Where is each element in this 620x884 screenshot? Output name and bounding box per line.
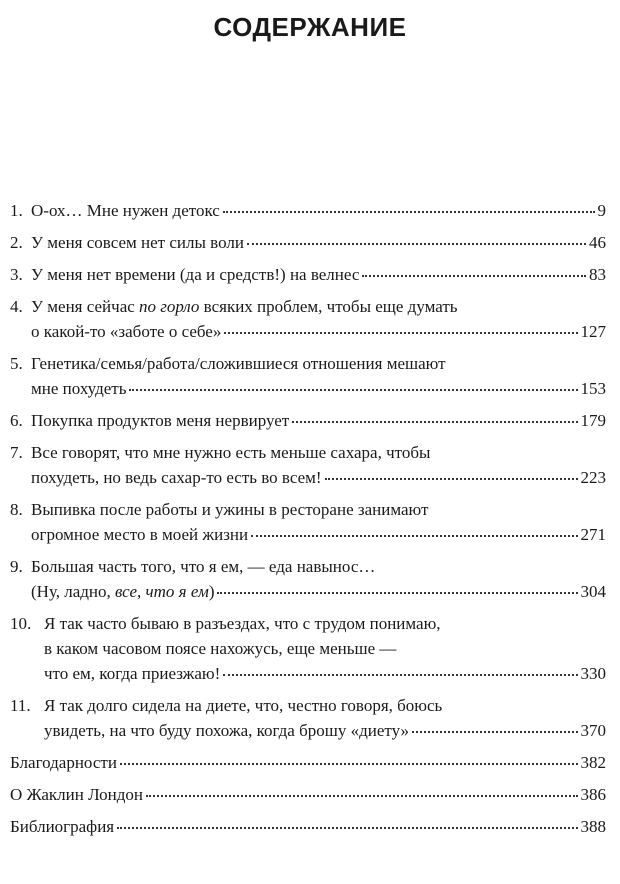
entry-number: 5. [10,354,23,373]
leader-dots [224,332,577,334]
entry-number: 10. [10,614,32,633]
page-number: 127 [580,322,606,341]
entry-title-line-2: увидеть, на что буду похожа, когда брошу «диету» [44,721,410,740]
page-number: 223 [580,468,606,487]
entry-number: 6. [10,411,23,430]
table-of-contents [10,198,606,846]
entry-title: Библиография [10,817,115,836]
page-number: 9 [597,201,606,220]
page-number: 330 [580,664,606,683]
entry-number: 9. [10,557,23,576]
leader-dots [223,211,595,213]
entry-number: 1. [10,201,23,220]
entry-title-line-1: Все говорят, что мне нужно есть меньше сахара, чтобы [31,443,431,462]
page-number: 370 [580,721,606,740]
toc-entry-8[interactable] [10,497,606,547]
leader-dots [129,389,577,391]
leader-dots [217,592,577,594]
entry-title: У меня нет времени (да и средств!) на велнес [31,265,360,284]
entry-title: О Жаклин Лондон [10,785,144,804]
toc-entry-9[interactable] [10,554,606,604]
page-number: 271 [580,525,606,544]
leader-dots [251,535,577,537]
entry-title-line-2: о какой-то «заботе о себе» [31,322,222,341]
page-number: 386 [580,785,606,804]
leader-dots [362,275,586,277]
entry-title-line-1: Я так часто бываю в разъездах, что с трудом понимаю, [44,614,441,633]
toc-entry-11[interactable] [10,693,606,743]
entry-number: 3. [10,265,23,284]
entry-title: О-ох… Мне нужен детокс [31,201,220,220]
entry-title-line-1: У меня сейчас по горло всяких проблем, чтобы еще думать [31,297,458,316]
entry-title: Благодарности [10,753,117,772]
entry-title-line-1: Большая часть того, что я ем, — еда навынос… [31,557,376,576]
leader-dots [223,674,577,676]
toc-entry-7[interactable] [10,440,606,490]
entry-number: 4. [10,297,23,316]
entry-number: 8. [10,500,23,519]
toc-entry-6[interactable] [10,408,606,433]
entry-title-line-2: мне похудеть [31,379,127,398]
entry-title-line-2: в каком часовом поясе нахожусь, еще меньше — [44,639,397,658]
toc-entry-3[interactable] [10,262,606,287]
leader-dots [117,827,577,829]
entry-number: 11. [10,696,31,715]
leader-dots [146,795,577,797]
leader-dots [325,478,578,480]
leader-dots [292,421,577,423]
toc-entry-1[interactable] [10,198,606,223]
page-title: СОДЕРЖАНИЕ [213,12,407,42]
page-number: 388 [580,817,606,836]
leader-dots [412,731,577,733]
page-number: 83 [589,265,606,284]
entry-title-line-2: похудеть, но ведь сахар-то есть во всем! [31,468,322,487]
leader-dots [120,763,578,765]
toc-entry-bibliography[interactable] [10,814,606,839]
entry-title: Покупка продуктов меня нервирует [31,411,290,430]
toc-entry-about-author[interactable] [10,782,606,807]
entry-title-line-2: огромное место в моей жизни [31,525,249,544]
entry-title: У меня совсем нет силы воли [31,233,244,252]
page-number: 179 [580,411,606,430]
entry-title-line-2: (Ну, ладно, все, что я ем) [31,582,215,601]
leader-dots [247,243,586,245]
toc-entry-5[interactable] [10,351,606,401]
toc-entry-4[interactable] [10,294,606,344]
page-number: 382 [580,753,606,772]
toc-entry-acknowledgements[interactable] [10,750,606,775]
page-number: 46 [589,233,606,252]
entry-title-line-1: Генетика/семья/работа/сложившиеся отношения мешают [31,354,446,373]
entry-number: 2. [10,233,23,252]
entry-title-line-1: Выпивка после работы и ужины в ресторане занимают [31,500,429,519]
entry-title-line-3: что ем, когда приезжаю! [44,664,221,683]
page-number: 153 [580,379,606,398]
toc-entry-2[interactable] [10,230,606,255]
toc-entry-10[interactable] [10,611,606,686]
entry-title-line-1: Я так долго сидела на диете, что, честно говоря, боюсь [44,696,443,715]
page-number: 304 [580,582,606,601]
entry-number: 7. [10,443,23,462]
